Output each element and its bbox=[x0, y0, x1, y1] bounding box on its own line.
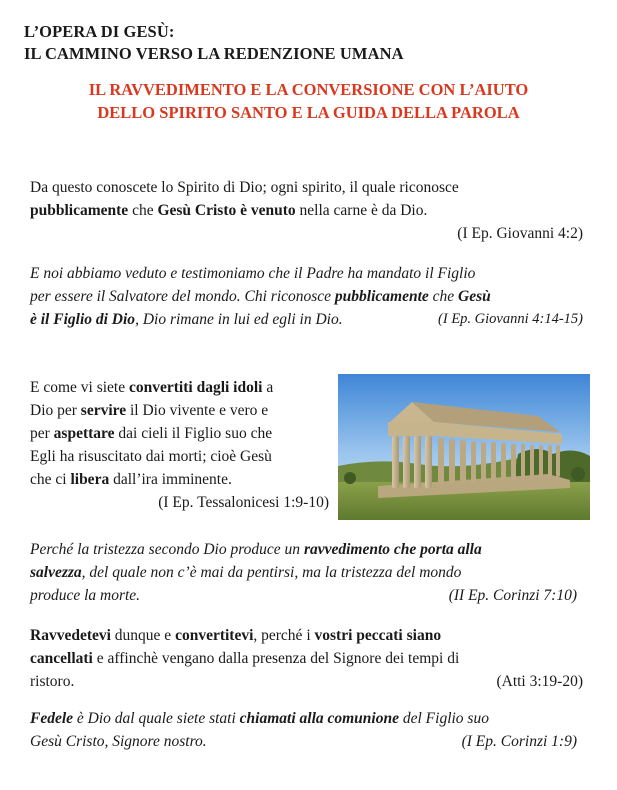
bold-segment: Gesù bbox=[458, 288, 491, 305]
verse-text bbox=[30, 176, 583, 222]
bold-segment: servire bbox=[80, 402, 127, 419]
temple-illustration bbox=[338, 374, 590, 520]
text-segment: E come vi siete bbox=[30, 379, 129, 396]
text-segment: Dio per bbox=[30, 402, 81, 419]
verse-reference: (I Ep. Tessalonicesi 1:9-10) bbox=[158, 494, 329, 511]
verse-tessalonicesi-1-9 bbox=[30, 376, 329, 514]
bold-segment: vostri peccati siano bbox=[314, 627, 442, 644]
text-segment: Gesù Cristo, Signore nostro. bbox=[30, 733, 207, 750]
bold-segment: pubblicamente bbox=[334, 288, 429, 305]
text-segment: il Dio vivente e vero e bbox=[126, 402, 269, 419]
bold-segment: cancellati bbox=[30, 650, 93, 667]
text-segment: Egli ha risuscitato dai morti; cioè Gesù bbox=[30, 448, 272, 465]
text-segment: per essere il Salvatore del mondo. Chi riconosce bbox=[30, 288, 335, 305]
bold-segment: è il Figlio di Dio bbox=[30, 311, 136, 328]
text-segment: che ci bbox=[30, 471, 71, 488]
text-segment: a bbox=[262, 379, 274, 396]
bold-segment: ravvedimento che porta alla bbox=[303, 541, 482, 558]
text-segment: , Dio rimane in lui ed egli in Dio. bbox=[135, 311, 343, 328]
text-segment: , del quale non c’è mai da pentirsi, ma la tristezza del mondo bbox=[81, 564, 462, 581]
bold-segment: Ravvedetevi bbox=[30, 627, 111, 644]
verse-reference: (II Ep. Corinzi 7:10) bbox=[448, 587, 577, 604]
text-segment: nella carne è da Dio. bbox=[295, 202, 428, 219]
verse-corinzi-1-9 bbox=[30, 707, 583, 753]
verse-reference: (I Ep. Giovanni 4:2) bbox=[457, 225, 583, 242]
text-segment: produce la morte. bbox=[30, 587, 141, 604]
text-segment: ristoro. bbox=[30, 673, 75, 690]
text-segment: , perché i bbox=[253, 627, 315, 644]
bold-segment: Gesù Cristo è venuto bbox=[157, 202, 296, 219]
text-segment: per bbox=[30, 425, 54, 442]
text-segment: che bbox=[128, 202, 158, 219]
verse-giovanni-4-14 bbox=[30, 262, 583, 331]
verse-giovanni-4-2 bbox=[30, 176, 583, 245]
bold-segment: Fedele bbox=[30, 710, 74, 727]
text-segment: Perché la tristezza secondo Dio produce un bbox=[30, 541, 304, 558]
bold-segment: convertitevi bbox=[175, 627, 254, 644]
bold-segment: convertiti dagli idoli bbox=[129, 379, 263, 396]
text-segment: dunque e bbox=[110, 627, 176, 644]
subtitle-line-1: IL RAVVEDIMENTO E LA CONVERSIONE CON L’AIUTO bbox=[88, 80, 529, 99]
greek-temple-photo bbox=[338, 374, 590, 520]
text-segment: è Dio dal quale siete stati bbox=[73, 710, 240, 727]
text-segment: dall’ira imminente. bbox=[109, 471, 232, 488]
header-line-2: IL CAMMINO VERSO LA REDENZIONE UMANA bbox=[24, 44, 404, 63]
verse-reference: (I Ep. Giovanni 4:14-15) bbox=[438, 311, 583, 327]
text-segment: dai cieli il Figlio suo che bbox=[114, 425, 273, 442]
verse-reference: (I Ep. Corinzi 1:9) bbox=[461, 733, 577, 750]
bold-segment: libera bbox=[70, 471, 110, 488]
text-segment: e affinchè vengano dalla presenza del Signore dei tempi di bbox=[92, 650, 460, 667]
subtitle-line-2: DELLO SPIRITO SANTO E LA GUIDA DELLA PAROLA bbox=[97, 103, 520, 122]
bold-segment: aspettare bbox=[53, 425, 115, 442]
bold-segment: chiamati alla comunione bbox=[239, 710, 399, 727]
bold-segment: pubblicamente bbox=[30, 202, 129, 219]
bold-segment: salvezza bbox=[30, 564, 82, 581]
text-segment: del Figlio suo bbox=[398, 710, 489, 727]
text-segment: E noi abbiamo veduto e testimoniamo che il Padre ha mandato il Figlio bbox=[30, 265, 476, 282]
verse-reference: (Atti 3:19-20) bbox=[496, 673, 583, 690]
verse-atti-3-19 bbox=[30, 624, 583, 693]
text-segment: che bbox=[428, 288, 459, 305]
text-segment: Da questo conoscete lo Spirito di Dio; ogni spirito, il quale riconosce bbox=[30, 179, 459, 196]
verse-corinzi-7-10 bbox=[30, 538, 583, 607]
header-line-1: L’OPERA DI GESÙ: bbox=[24, 22, 175, 41]
